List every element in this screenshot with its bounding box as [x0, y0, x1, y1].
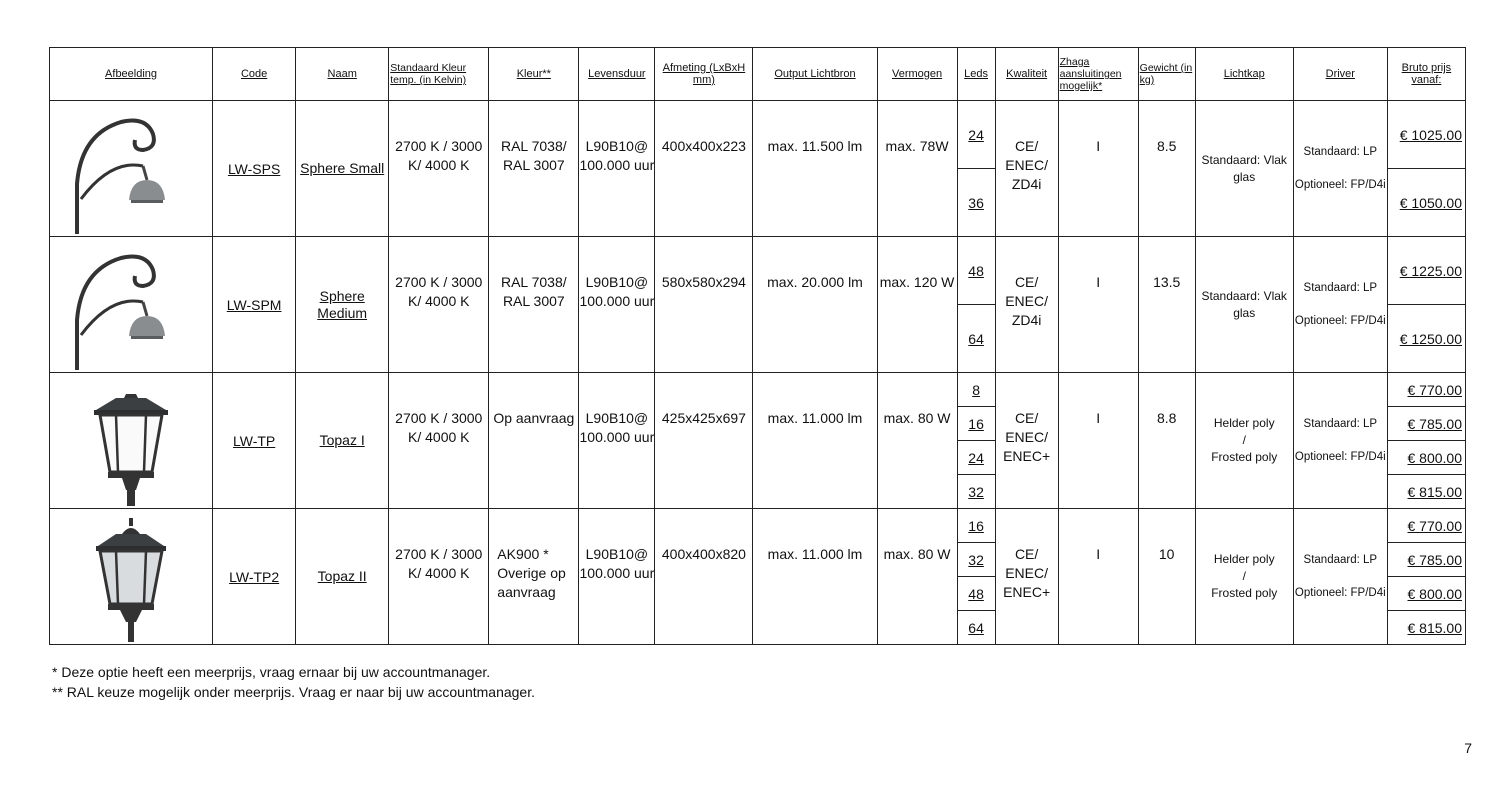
leds-option[interactable]: 48 [958, 577, 995, 611]
leds-option[interactable]: 16 [958, 509, 995, 543]
kwaliteit: CE/ ENEC/ ZD4i [995, 101, 1058, 237]
output: max. 11.500 lm [753, 101, 877, 237]
output: max. 20.000 lm [753, 237, 877, 373]
gewicht: 10 [1138, 509, 1195, 645]
driver-standard: Standaard: LP [1303, 281, 1378, 294]
leds-option[interactable]: 24 [958, 441, 995, 475]
price-option[interactable]: € 800.00 [1388, 441, 1465, 475]
product-name[interactable]: Topaz I [296, 373, 389, 509]
driver-optional: Optioneel: FP/D4i [1294, 178, 1386, 191]
zhaga: I [1058, 237, 1138, 373]
sphere-lamp-image [71, 104, 191, 234]
afmeting: 580x580x294 [655, 237, 753, 373]
levensduur: L90B10@ 100.000 uur [579, 101, 655, 237]
leds-option[interactable]: 32 [968, 483, 984, 500]
leds-option[interactable]: 36 [968, 194, 984, 211]
header-vermogen: Vermogen [877, 48, 957, 101]
kleur: Op aanvraag [489, 373, 579, 509]
price-option[interactable]: € 1225.00 [1388, 237, 1465, 305]
product-code[interactable]: LW-SPS [213, 101, 296, 237]
product-code[interactable]: LW-TP [213, 373, 296, 509]
product-name[interactable]: Sphere Small [296, 101, 389, 237]
lichtkap: Standaard: Vlak glas [1195, 237, 1293, 373]
lichtkap-separator: / [1242, 569, 1246, 583]
kwaliteit: CE/ ENEC/ ENEC+ [995, 373, 1058, 509]
product-name[interactable]: Topaz II [296, 509, 389, 645]
price-option[interactable]: € 785.00 [1388, 543, 1465, 577]
lichtkap-cell [1195, 373, 1293, 509]
leds-option[interactable]: 64 [968, 619, 984, 636]
table-row [50, 373, 1466, 509]
product-code[interactable]: LW-TP2 [213, 509, 296, 645]
product-name[interactable]: Sphere Medium [296, 237, 389, 373]
lichtkap-separator: / [1242, 433, 1246, 447]
zhaga: I [1058, 373, 1138, 509]
product-image-cell [50, 509, 213, 645]
sphere-lamp-image [71, 240, 191, 370]
header-code: Code [213, 48, 296, 101]
price-option[interactable]: € 1250.00 [1399, 330, 1462, 347]
header-kwaliteit: Kwaliteit [995, 48, 1058, 101]
header-lichtkap: Lichtkap [1195, 48, 1293, 101]
leds-option[interactable]: 24 [958, 101, 995, 169]
lichtkap-option: Frosted poly [1211, 450, 1278, 464]
kwaliteit: CE/ ENEC/ ENEC+ [995, 509, 1058, 645]
header-naam: Naam [296, 48, 389, 101]
price-option[interactable]: € 785.00 [1388, 407, 1465, 441]
price-cell [1387, 101, 1465, 237]
price-option[interactable]: € 770.00 [1388, 373, 1465, 407]
header-output: Output Lichtbron [753, 48, 877, 101]
product-code[interactable]: LW-SPM [213, 237, 296, 373]
header-prijs: Bruto prijs vanaf: [1387, 48, 1465, 101]
gewicht: 13.5 [1138, 237, 1195, 373]
leds-cell [957, 509, 995, 645]
driver-optional: Optioneel: FP/D4i [1294, 586, 1386, 599]
header-zhaga: Zhaga aansluitingen mogelijk* [1058, 48, 1138, 101]
kelvin: 2700 K / 3000 K/ 4000 K [389, 237, 489, 373]
header-kleurtemp: Standaard Kleur temp. (in Kelvin) [389, 48, 489, 101]
table-row [50, 101, 1466, 237]
vermogen: max. 78W [877, 101, 957, 237]
driver-standard: Standaard: LP [1303, 417, 1378, 430]
leds-option[interactable]: 48 [958, 237, 995, 305]
afmeting: 425x425x697 [655, 373, 753, 509]
table-row [50, 509, 1466, 645]
header-leds: Leds [957, 48, 995, 101]
leds-cell [957, 101, 995, 237]
driver-cell [1293, 509, 1387, 645]
header-levensduur: Levensduur [579, 48, 655, 101]
header-gewicht: Gewicht (in kg) [1138, 48, 1195, 101]
levensduur: L90B10@ 100.000 uur [579, 509, 655, 645]
footnote-ral: ** RAL keuze mogelijk onder meerprijs. Vraag er naar bij uw accountmanager. [52, 684, 535, 700]
lichtkap-option: Frosted poly [1211, 586, 1278, 600]
leds-option[interactable]: 16 [958, 407, 995, 441]
kelvin: 2700 K / 3000 K/ 4000 K [389, 373, 489, 509]
product-image-cell [50, 237, 213, 373]
leds-option[interactable]: 8 [958, 373, 995, 407]
header-afbeelding: Afbeelding [50, 48, 213, 101]
zhaga: I [1058, 101, 1138, 237]
afmeting: 400x400x223 [655, 101, 753, 237]
leds-option[interactable]: 32 [958, 543, 995, 577]
output: max. 11.000 lm [753, 509, 877, 645]
price-option[interactable]: € 1050.00 [1399, 194, 1462, 211]
lichtkap-option: Helder poly [1213, 416, 1275, 430]
output: max. 11.000 lm [753, 373, 877, 509]
zhaga: I [1058, 509, 1138, 645]
lichtkap-cell [1195, 509, 1293, 645]
vermogen: max. 80 W [877, 509, 957, 645]
price-cell [1387, 237, 1465, 373]
lantern-lamp-image [86, 512, 176, 642]
leds-cell [957, 373, 995, 509]
price-cell [1387, 509, 1465, 645]
afmeting: 400x400x820 [655, 509, 753, 645]
price-cell [1387, 373, 1465, 509]
leds-cell [957, 237, 995, 373]
gewicht: 8.5 [1138, 101, 1195, 237]
kleur: RAL 7038/ RAL 3007 [489, 101, 579, 237]
levensduur: L90B10@ 100.000 uur [579, 373, 655, 509]
driver-standard: Standaard: LP [1303, 553, 1378, 566]
driver-cell [1293, 237, 1387, 373]
price-option[interactable]: € 800.00 [1388, 577, 1465, 611]
driver-cell [1293, 101, 1387, 237]
lantern-lamp-image [86, 376, 176, 506]
price-option[interactable]: € 815.00 [1407, 619, 1462, 636]
kwaliteit: CE/ ENEC/ ZD4i [995, 237, 1058, 373]
driver-optional: Optioneel: FP/D4i [1294, 314, 1386, 327]
kleur: AK900 * Overige op aanvraag [489, 509, 579, 645]
price-table [49, 47, 1466, 645]
product-image-cell [50, 101, 213, 237]
leds-option[interactable]: 64 [968, 330, 984, 347]
lichtkap: Standaard: Vlak glas [1195, 101, 1293, 237]
kelvin: 2700 K / 3000 K/ 4000 K [389, 509, 489, 645]
price-option[interactable]: € 770.00 [1388, 509, 1465, 543]
vermogen: max. 120 W [877, 237, 957, 373]
price-option[interactable]: € 1025.00 [1388, 101, 1465, 169]
kelvin: 2700 K / 3000 K/ 4000 K [389, 101, 489, 237]
header-driver: Driver [1293, 48, 1387, 101]
header-row [50, 48, 1466, 101]
page-number: 7 [1464, 740, 1472, 756]
driver-standard: Standaard: LP [1303, 145, 1378, 158]
table-row [50, 237, 1466, 373]
header-kleur: Kleur** [489, 48, 579, 101]
header-afmeting: Afmeting (LxBxH mm) [655, 48, 753, 101]
gewicht: 8.8 [1138, 373, 1195, 509]
price-option[interactable]: € 815.00 [1407, 483, 1462, 500]
driver-optional: Optioneel: FP/D4i [1294, 450, 1386, 463]
lichtkap-option: Helder poly [1213, 552, 1275, 566]
product-image-cell [50, 373, 213, 509]
kleur: RAL 7038/ RAL 3007 [489, 237, 579, 373]
driver-cell [1293, 373, 1387, 509]
vermogen: max. 80 W [877, 373, 957, 509]
levensduur: L90B10@ 100.000 uur [579, 237, 655, 373]
footnote-zhaga: * Deze optie heeft een meerprijs, vraag ernaar bij uw accountmanager. [52, 664, 491, 680]
